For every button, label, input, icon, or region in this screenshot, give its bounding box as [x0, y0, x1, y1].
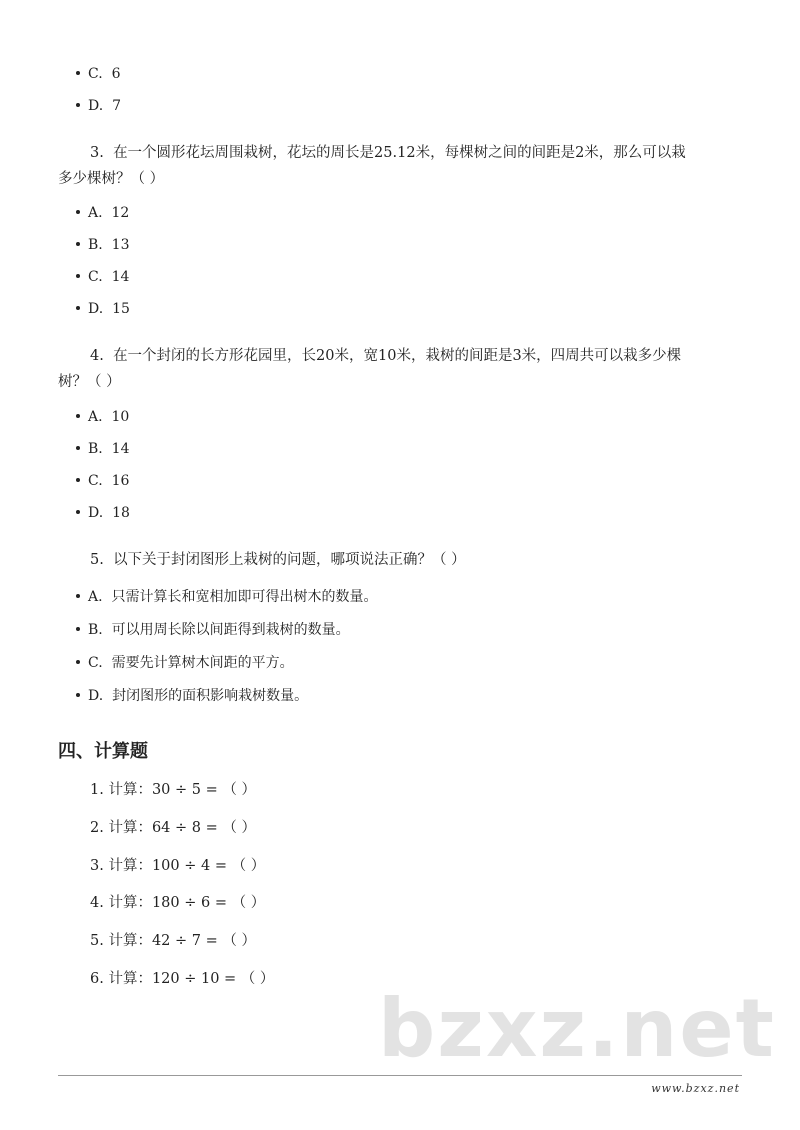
bullet-icon	[76, 660, 80, 664]
option-text: 15	[112, 301, 130, 317]
question-number: 3.	[90, 145, 104, 161]
option-letter: B.	[88, 441, 103, 457]
bullet-icon	[76, 594, 80, 598]
watermark: bzxz.net	[378, 982, 776, 1075]
bullet-icon	[76, 274, 80, 278]
calc-item: 4. 计算：180 ÷ 6 = （ ）	[90, 895, 266, 911]
option-letter: D.	[88, 688, 104, 704]
bullet-icon	[76, 71, 80, 75]
option-text: 16	[111, 473, 130, 489]
question-3	[58, 140, 748, 192]
list-item	[76, 407, 129, 427]
section-heading: 四、计算题	[58, 741, 148, 762]
option-text: 封闭图形的面积影响栽树数量。	[112, 688, 309, 704]
option-text: 12	[111, 205, 130, 221]
bullet-icon	[76, 627, 80, 631]
option-text: 14	[111, 269, 130, 285]
list-item	[76, 235, 129, 255]
bullet-icon	[76, 446, 80, 450]
footer-divider	[58, 1075, 742, 1076]
list-item	[76, 653, 294, 673]
calc-item: 1. 计算：30 ÷ 5 = （ ）	[90, 782, 256, 798]
option-text: 可以用周长除以间距得到栽树的数量。	[111, 622, 350, 638]
footer-url: www.bzxz.net	[651, 1082, 740, 1095]
bullet-icon	[76, 478, 80, 482]
question-text-cont: 多少棵树？（ ）	[58, 171, 165, 187]
bullet-icon	[76, 103, 80, 107]
question-text-cont: 树？（ ）	[58, 374, 121, 390]
option-letter: C.	[88, 655, 103, 671]
calc-item: 6. 计算：120 ÷ 10 = （ ）	[90, 971, 275, 987]
option-text: 7	[112, 98, 122, 114]
option-text: 6	[111, 66, 121, 82]
option-letter: A.	[88, 409, 103, 425]
option-text: 18	[112, 505, 130, 521]
option-letter: D.	[88, 505, 104, 521]
calc-item: 3. 计算：100 ÷ 4 = （ ）	[90, 858, 266, 874]
question-number: 5.	[90, 552, 104, 568]
list-item	[76, 587, 377, 607]
option-letter: C.	[88, 66, 103, 82]
list-item	[76, 686, 308, 706]
option-letter: B.	[88, 622, 103, 638]
list-item	[76, 439, 129, 459]
option-text: 10	[111, 409, 130, 425]
list-item	[76, 64, 121, 84]
option-letter: D.	[88, 301, 104, 317]
list-item	[76, 267, 129, 287]
bullet-icon	[76, 693, 80, 697]
question-number: 4.	[90, 348, 104, 364]
list-item	[76, 471, 129, 491]
option-letter: C.	[88, 473, 103, 489]
calc-item: 5. 计算：42 ÷ 7 = （ ）	[90, 933, 256, 949]
bullet-icon	[76, 306, 80, 310]
bullet-icon	[76, 510, 80, 514]
bullet-icon	[76, 414, 80, 418]
list-item	[76, 96, 121, 116]
list-item	[76, 299, 130, 319]
list-item	[76, 203, 129, 223]
option-letter: D.	[88, 98, 104, 114]
option-letter: B.	[88, 237, 103, 253]
option-letter: A.	[88, 205, 103, 221]
question-4	[58, 343, 748, 395]
list-item	[76, 620, 350, 640]
calc-item: 2. 计算：64 ÷ 8 = （ ）	[90, 820, 256, 836]
question-text: 以下关于封闭图形上栽树的问题，哪项说法正确？（ ）	[113, 552, 466, 568]
option-letter: C.	[88, 269, 103, 285]
option-text: 需要先计算树木间距的平方。	[111, 655, 294, 671]
question-text: 在一个封闭的长方形花园里，长20米，宽10米，栽树的间距是3米，四周共可以栽多少棵	[113, 348, 682, 364]
bullet-icon	[76, 210, 80, 214]
list-item	[76, 503, 130, 523]
question-text: 在一个圆形花坛周围栽树，花坛的周长是25.12米，每棵树之间的间距是2米，那么可以栽	[113, 145, 686, 161]
option-text: 13	[111, 237, 130, 253]
option-text: 14	[111, 441, 130, 457]
option-letter: A.	[88, 589, 103, 605]
bullet-icon	[76, 242, 80, 246]
option-text: 只需计算长和宽相加即可得出树木的数量。	[111, 589, 378, 605]
question-5	[58, 547, 748, 573]
